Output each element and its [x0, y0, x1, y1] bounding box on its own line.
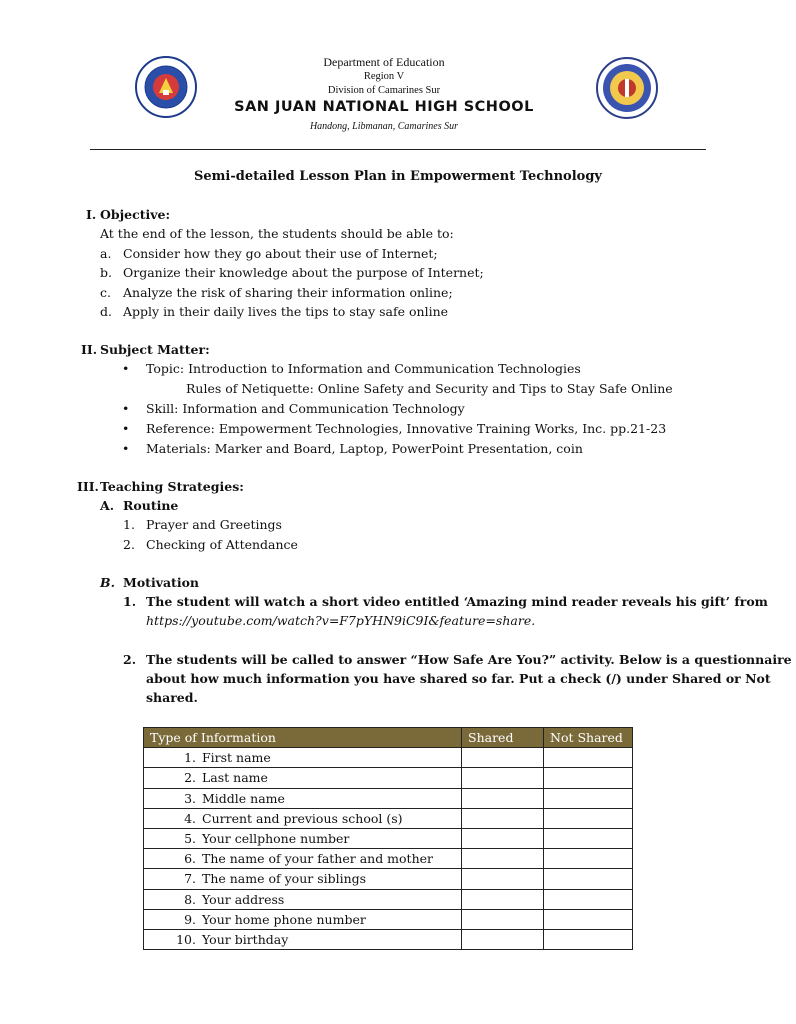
routine-item: Prayer and Greetings [146, 517, 282, 532]
info-type-cell [144, 748, 462, 768]
bullet-icon: • [122, 361, 130, 376]
column-header-type: Type of Information [144, 728, 462, 748]
row-number: 10. [176, 931, 196, 947]
info-type-cell [144, 849, 462, 869]
routine-item: Checking of Attendance [146, 537, 298, 552]
shared-cell[interactable] [462, 788, 544, 808]
info-type-cell [144, 788, 462, 808]
section-heading-strategies: Teaching Strategies: [100, 479, 244, 494]
row-label: Your address [202, 891, 285, 907]
division: Division of Camarines Sur [327, 85, 441, 96]
shared-cell[interactable] [462, 828, 544, 848]
instruction-text: or [721, 671, 746, 686]
subsection-heading-routine: Routine [123, 498, 179, 513]
motivation-number: 2. [123, 652, 137, 667]
bullet-icon: • [122, 401, 130, 416]
objective-letter: b. [100, 265, 112, 280]
row-label: Current and previous school (s) [202, 810, 403, 826]
subsection-heading-motivation: Motivation [123, 575, 200, 590]
not-shared-cell[interactable] [544, 869, 633, 889]
objective-intro: At the end of the lesson, the students should be able to: [100, 226, 454, 241]
not-shared-cell[interactable] [544, 849, 633, 869]
objective-item: Apply in their daily lives the tips to stay safe online [123, 304, 449, 319]
instruction-check: check (/) [560, 671, 622, 686]
info-type-cell [144, 929, 462, 949]
table-row [144, 889, 633, 909]
row-label: Last name [202, 770, 268, 786]
table-row [144, 788, 633, 808]
row-label: Your birthday [202, 931, 289, 947]
subsection-letter: B. [100, 575, 115, 590]
school-name: SAN JUAN NATIONAL HIGH SCHOOL [234, 99, 534, 115]
region: Region V [363, 71, 405, 82]
section-number-subject: II. [81, 342, 98, 357]
objective-letter: a. [100, 246, 112, 261]
not-shared-cell[interactable] [544, 909, 633, 929]
info-type-cell [144, 889, 462, 909]
info-type-cell [144, 828, 462, 848]
table-row [144, 909, 633, 929]
bullet-icon: • [122, 421, 130, 436]
subsection-letter: A. [100, 498, 115, 513]
not-shared-cell[interactable] [544, 828, 633, 848]
motivation-item-2: The students will be called to answer “How Safe Are You?” activity. Below is a questionnaire [146, 652, 792, 667]
objective-item: Organize their knowledge about the purpose of Internet; [123, 265, 484, 280]
row-label: Your cellphone number [202, 831, 350, 847]
section-number-objective: I. [86, 207, 97, 222]
info-type-cell [144, 808, 462, 828]
instruction-text: under [621, 671, 672, 686]
info-type-cell [144, 909, 462, 929]
row-number: 5. [184, 831, 196, 847]
shared-cell[interactable] [462, 849, 544, 869]
not-shared-cell[interactable] [544, 748, 633, 768]
row-number: 2. [184, 770, 196, 786]
row-number: 8. [184, 891, 196, 907]
video-link[interactable]: https://youtube.com/watch?v=F7pYHN9iC9I&feature=share. [146, 613, 536, 628]
table-row [144, 849, 633, 869]
motivation-item-1: The student will watch a short video entitled ‘Amazing mind reader reveals his gift’ from [146, 594, 768, 609]
objective-letter: d. [100, 304, 112, 319]
shared-cell[interactable] [462, 748, 544, 768]
info-type-cell [144, 869, 462, 889]
section-heading-subject: Subject Matter: [100, 342, 210, 357]
row-label: Your home phone number [202, 911, 366, 927]
motivation-item-2-line3: shared. [146, 690, 198, 705]
table-row [144, 808, 633, 828]
info-type-cell [144, 768, 462, 788]
row-label: The name of your father and mother [202, 851, 433, 867]
shared-cell[interactable] [462, 909, 544, 929]
not-shared-cell[interactable] [544, 929, 633, 949]
table-row [144, 828, 633, 848]
objective-item: Analyze the risk of sharing their information online; [123, 285, 453, 300]
questionnaire-table [143, 727, 633, 950]
instruction-text: about how much information you have shared so far. Put a [146, 671, 561, 686]
shared-cell[interactable] [462, 808, 544, 828]
section-number-strategies: III. [77, 479, 99, 494]
routine-number: 2. [123, 537, 135, 552]
shared-cell[interactable] [462, 869, 544, 889]
row-number: 4. [184, 810, 196, 826]
table-row [144, 748, 633, 768]
row-label: The name of your siblings [202, 871, 367, 887]
not-shared-cell[interactable] [544, 768, 633, 788]
school-address: Handong, Libmanan, Camarines Sur [309, 121, 459, 132]
not-shared-cell[interactable] [544, 808, 633, 828]
bullet-icon: • [122, 441, 130, 456]
section-heading-objective: Objective: [100, 207, 171, 222]
table-header-row [144, 728, 633, 748]
motivation-item-2-line2 [146, 671, 771, 686]
row-number: 9. [184, 911, 196, 927]
instruction-not: Not [745, 671, 771, 686]
column-header-not-shared: Not Shared [544, 728, 633, 748]
department-name: Department of Education [323, 55, 445, 69]
header-divider [90, 149, 706, 150]
subject-topic: Topic: Introduction to Information and Communication Technologies [146, 361, 581, 376]
table-row [144, 768, 633, 788]
row-number: 7. [184, 871, 196, 887]
subject-skill: Skill: Information and Communication Technology [146, 401, 465, 416]
not-shared-cell[interactable] [544, 788, 633, 808]
subject-reference: Reference: Empowerment Technologies, Innovative Training Works, Inc. pp.21-23 [146, 421, 667, 436]
not-shared-cell[interactable] [544, 889, 633, 909]
objective-item: Consider how they go about their use of Internet; [123, 246, 438, 261]
objective-letter: c. [100, 285, 111, 300]
row-label: Middle name [202, 790, 285, 806]
row-number: 6. [184, 851, 196, 867]
row-number: 3. [184, 790, 196, 806]
row-number: 1. [184, 750, 196, 766]
row-label: First name [202, 750, 271, 766]
shared-cell[interactable] [462, 929, 544, 949]
shared-cell[interactable] [462, 889, 544, 909]
subject-materials: Materials: Marker and Board, Laptop, PowerPoint Presentation, coin [146, 441, 583, 456]
column-header-shared: Shared [462, 728, 544, 748]
instruction-shared: Shared [671, 671, 722, 686]
motivation-number: 1. [123, 594, 137, 609]
table-row [144, 929, 633, 949]
page-title: Semi-detailed Lesson Plan in Empowerment Technology [194, 169, 602, 184]
table-row [144, 869, 633, 889]
subject-topic-continued: Rules of Netiquette: Online Safety and Security and Tips to Stay Safe Online [186, 381, 673, 396]
shared-cell[interactable] [462, 768, 544, 788]
routine-number: 1. [123, 517, 135, 532]
